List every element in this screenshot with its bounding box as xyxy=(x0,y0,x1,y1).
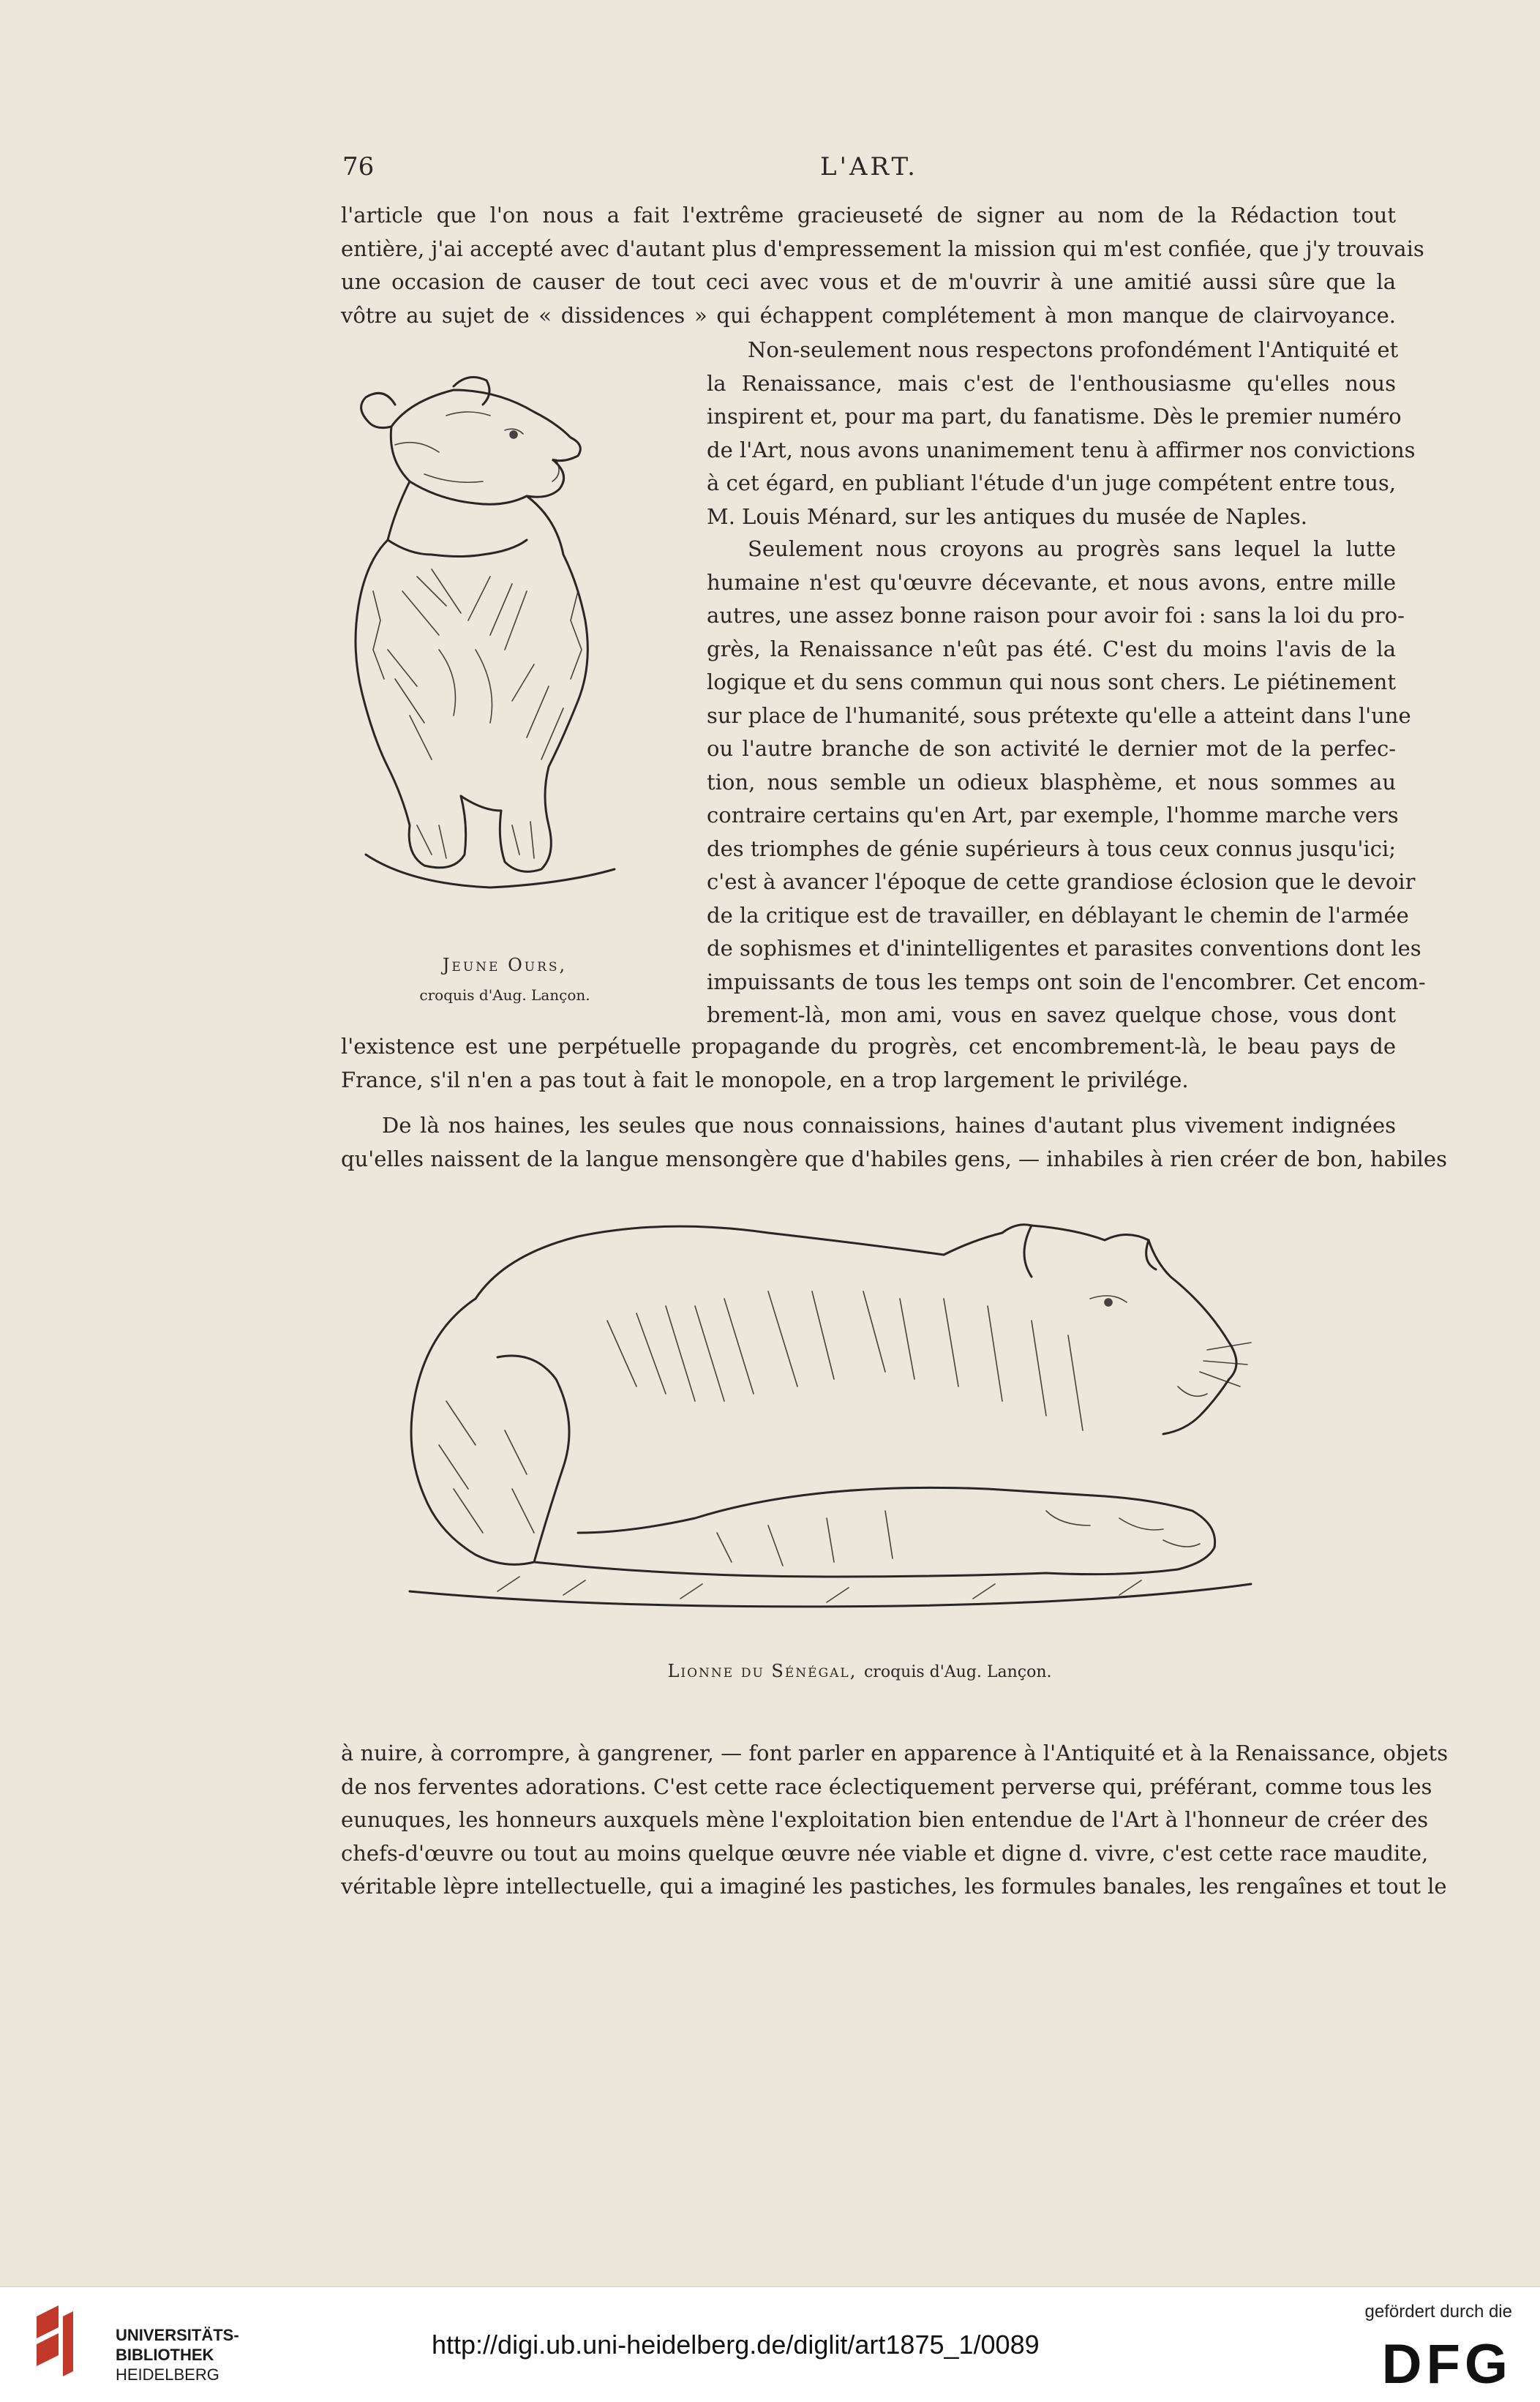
journal-title: L'ART. xyxy=(820,152,918,181)
bear-illustration xyxy=(344,372,666,950)
paragraph-4 xyxy=(341,1030,1396,1097)
text-line: de l'Art, nous avons unanimement tenu à affirmer nos convictions xyxy=(707,437,1416,462)
text-line: Seulement nous croyons au progrès sans lequel la lutte xyxy=(748,536,1396,561)
text-line: ou l'autre branche de son activité le dernier mot de la perfec- xyxy=(707,736,1396,761)
bear-caption-credit: croquis d'Aug. Lançon. xyxy=(419,986,590,1004)
text-line: l'article que l'on nous a fait l'extrême gracieuseté de signer au nom de la Rédaction tout xyxy=(341,203,1396,228)
text-line: sur place de l'humanité, sous prétexte qu'elle a atteint dans l'une xyxy=(707,702,1411,728)
dfg-logo[interactable]: DFG xyxy=(1381,2333,1512,2395)
text-line: Non-seulement nous respectons profondément l'Antiquité et xyxy=(748,337,1399,362)
text-line: France, s'il n'en a pas tout à fait le monopole, en a trop largement le privilége. xyxy=(341,1067,1189,1092)
text-line: à cet égard, en publiant l'étude d'un juge compétent entre tous, xyxy=(707,470,1396,495)
text-line: M. Louis Ménard, sur les antiques du musée de Naples. xyxy=(707,503,1307,529)
library-line-1: UNIVERSITÄTS- xyxy=(116,2326,239,2344)
library-emblem-icon xyxy=(29,2302,80,2382)
running-head xyxy=(342,152,1396,189)
lioness-caption-credit: croquis d'Aug. Lançon. xyxy=(863,1663,1052,1681)
text-line: chefs-d'œuvre ou tout au moins quelque œuvre née viable et digne d. vivre, c'est cette race maudite, xyxy=(341,1840,1429,1866)
text-line: de la critique est de travailler, en déblayant le chemin de l'armée xyxy=(707,902,1409,928)
text-line: une occasion de causer de tout ceci avec vous et de m'ouvrir à une amitié aussi sûre que la xyxy=(341,269,1396,294)
university-library-logo[interactable] xyxy=(29,2302,271,2382)
text-line: impuissants de tous les temps ont soin de l'encombrer. Cet encom- xyxy=(707,969,1426,994)
text-line: brement-là, mon ami, vous en savez quelque chose, vous dont xyxy=(707,1002,1396,1027)
lioness-caption-title: Lionne du Sénégal, xyxy=(667,1661,857,1681)
text-line: qu'elles naissent de la langue mensongère que d'habiles gens, — inhabiles à rien créer de bon, habiles xyxy=(341,1146,1447,1171)
text-line: de nos ferventes adorations. C'est cette race éclectiquement perverse qui, préférant, comme tous les xyxy=(341,1774,1432,1799)
text-line: autres, une assez bonne raison pour avoir foi : sans la loi du pro- xyxy=(707,603,1405,628)
text-line: des triomphes de génie supérieurs à tous ceux connus jusqu'ici; xyxy=(707,836,1396,861)
text-line: c'est à avancer l'époque de cette grandiose éclosion que le devoir xyxy=(707,869,1416,894)
paragraph-2 xyxy=(707,334,1416,533)
page-number: 76 xyxy=(342,152,375,181)
text-line: l'existence est une perpétuelle propagande du progrès, cet encombrement-là, le beau pays de xyxy=(341,1034,1396,1059)
library-name xyxy=(116,2325,239,2384)
funding-label: gefördert durch die xyxy=(1364,2302,1512,2322)
digitization-footer xyxy=(0,2286,1540,2402)
text-line: entière, j'ai accepté avec d'autant plus d'empressement la mission qui m'est confiée, que j'y trouvais xyxy=(341,236,1424,261)
lioness-illustration xyxy=(388,1211,1331,1635)
text-line: contraire certains qu'en Art, par exemple, l'homme marche vers xyxy=(707,803,1399,827)
text-line: vôtre au sujet de « dissidences » qui échappent complétement à mon manque de clairvoyance. xyxy=(341,302,1396,328)
text-line: humaine n'est qu'œuvre décevante, et nous avons, entre mille xyxy=(707,569,1396,595)
library-line-3: HEIDELBERG xyxy=(116,2365,219,2384)
text-line: tion, nous semble un odieux blasphème, et nous sommes au xyxy=(707,769,1396,795)
text-line: eunuques, les honneurs auxquels mène l'exploitation bien entendue de l'Art à l'honneur de créer des xyxy=(341,1807,1429,1832)
permalink-url[interactable]: http://digi.ub.uni-heidelberg.de/diglit/art1875_1/0089 xyxy=(432,2330,1040,2360)
text-line: inspirent et, pour ma part, du fanatisme. Dès le premier numéro xyxy=(707,404,1402,429)
text-line: à nuire, à corrompre, à gangrener, — font parler en apparence à l'Antiquité et à la Renaissance, objets xyxy=(341,1741,1449,1765)
text-line: grès, la Renaissance n'eût pas été. C'est du moins l'avis de la xyxy=(707,636,1396,661)
paragraph-3 xyxy=(707,533,1426,1032)
library-line-2: BIBLIOTHEK xyxy=(116,2346,214,2364)
text-line: de sophismes et d'inintelligentes et parasites conventions dont les xyxy=(707,936,1421,961)
text-line: De là nos haines, les seules que nous connaissions, haines d'autant plus vivement indignées xyxy=(382,1113,1396,1138)
text-line: véritable lèpre intellectuelle, qui a imaginé les pastiches, les formules banales, les rengaînes et tout le xyxy=(341,1874,1447,1899)
paragraph-1 xyxy=(341,199,1424,332)
paragraph-5 xyxy=(341,1109,1447,1176)
lioness-caption xyxy=(388,1661,1331,1681)
text-line: la Renaissance, mais c'est de l'enthousiasme qu'elles nous xyxy=(707,370,1396,396)
bear-caption-title: Jeune Ours, xyxy=(442,955,568,975)
paragraph-6 xyxy=(341,1737,1449,1904)
text-line: logique et du sens commun qui nous sont chers. Le piétinement xyxy=(707,669,1396,694)
